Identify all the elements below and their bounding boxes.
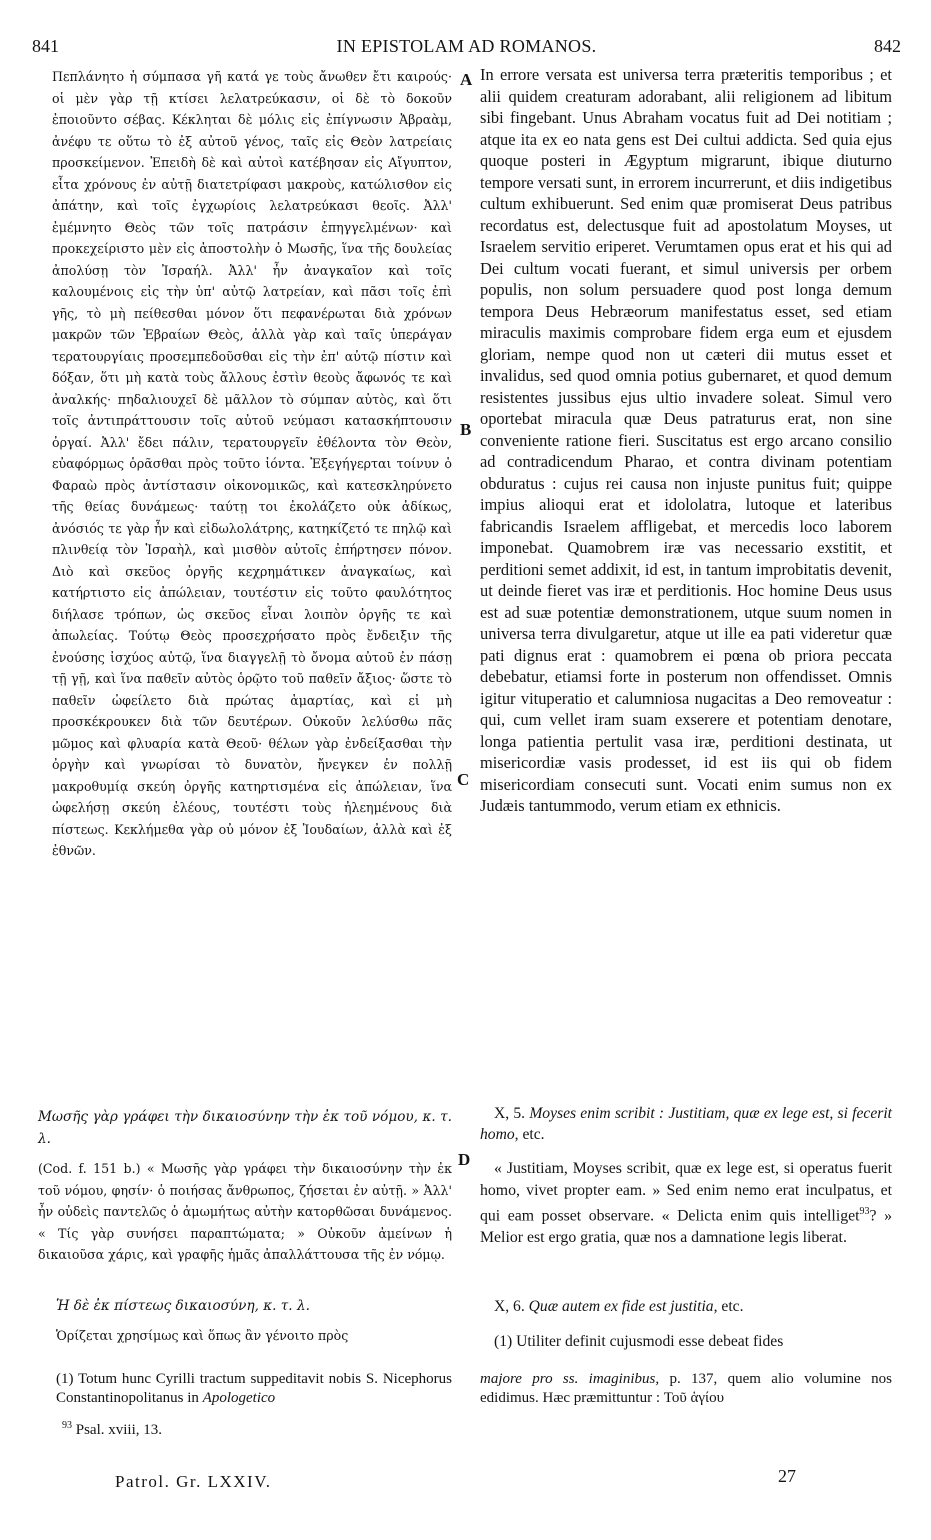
footnote-ref-93: 93 (859, 1206, 870, 1217)
footnote-93-mark: 93 (62, 1420, 72, 1431)
greek-lemma-2: Ἡ δὲ ἐκ πίστεως δικαιοσύνη, κ. τ. λ. (56, 1298, 310, 1314)
section-marker-d: D (458, 1150, 471, 1169)
footnote-right-text: p. 137, quem alio volumine nos edidimus. Hæc præmittuntur : Τοῦ ἁγίου (480, 1371, 892, 1406)
latin-lemma-1-text: Moyses enim scribit : Justitiam, quæ ex lege est, si fecerit homo, (480, 1105, 892, 1143)
latin-lemma-2-etc: etc. (721, 1298, 744, 1315)
footnote-left-text: (1) Totum hunc Cyrilli tractum suppeditavit nobis S. Nicephorus Constantinopolitanus in (56, 1371, 452, 1406)
greek-lemma-1-block (38, 1106, 452, 1150)
section-marker-b: B (460, 420, 472, 439)
greek-main-text: Πεπλάνητο ἡ σύμπασα γῆ κατά γε τοὺς ἄνωθεν ἔτι καιρούς· οἱ μὲν γὰρ τῇ κτίσει λελατρεύκασιν, οἱ δὲ τὸ δοκοῦν ἐποιοῦντο σέβας. Κέκληται δὲ μόλις εἰς ἐπίγνωσιν Ἀβραὰμ, ἀνέφυ τε οὕτω τὸ ἐξ αὐτοῦ γένος, ταῖς εἰς Θεὸν λατρείαις προσκείμενον. Ἐπειδὴ δὲ καὶ αὐτοὶ κατέβησαν εἰς Αἴγυπτον, εἶτα χρόνους ἐν αὐτῇ διατετρίφασι μακροὺς, κατώλισθον εἰς ἀπάτην, καὶ τοῖς ἐγχωρίοις λελατρεύκασι θεοῖς. Ἀλλ' ἐμέμνητο Θεὸς τῶν τοῖς πατράσιν ἐπηγγελμένων· καὶ προκεχείριστο μὲν εἰς ἀποστολὴν ὁ Μωσῆς, ἵνα τῆς δουλείας ἀπολύσῃ τὸν Ἰσραήλ. Ἀλλ' ἦν ἀναγκαῖον καὶ τοῖς καλουμένοις εἰς τὴν ὑπ' αὐτῷ λατρείαν, καὶ πᾶσι τοῖς ἐπὶ γῆς, τὸ μὴ πείθεσθαι μόνον ὅτι πεφανέρωται διὰ χρόνων μακρῶν τῶν Ἑβραίων Θεὸς, ἀλλὰ γὰρ καὶ ταῖς ὑπεράγαν τερατουργίαις προσεμπεδοῦσθαι εἰς τὴν ἐπ' αὐτῷ πίστιν καὶ δόξαν, ὅτι μὴ κατὰ τοὺς ἄλλους ἐστὶν θεοὺς ἄφωνός τε καὶ ἀναλκής· πηδαλιουχεῖ δὲ μᾶλλον τὸ σύμπαν αὐτὸς, καὶ ὅτι τοῖς ἀντιπράττουσιν τοῖς αὐτοῦ νεύμασι κατασκήπτουσιν ὀργαί. Ἀλλ' ἔδει πάλιν, τερατουργεῖν ἐθέλοντα τὸν Θεὸν, εὐαφόρμως ὁρᾶσθαι πρὸς τοῦτο ἰόντα. Ἐξεγήγερται τοίνυν ὁ Φαραὼ πρὸς ἀντίστασιν οἰκονομικῶς, καὶ κατεσκληρύνετο τῆς θείας δυνάμεως· ταύτῃ τοι ἐκολάζετο οὐκ ἀδίκως, ἀνόσιός τε γὰρ ἦν καὶ εἰδωλολάτρης, κατηκίζετό τε πηλῷ καὶ πλινθείᾳ τὸν Ἰσραὴλ, καὶ μισθὸν αὐτοῖς ἐπήρτησεν πόνον. Διὸ καὶ σκεῦος ὀργῆς κεχρημάτικεν ἀναγκαίως, καὶ κατήρτιστο εἰς ἀπώλειαν, τουτέστιν εἰς τοῦτο φαυλότητος διήλασε τρόπων, ὡς σκεῦος εἶναι λοιπὸν ὀργῆς τε καὶ ἀπωλείας. Τούτῳ Θεὸς προσεχρήσατο πρὸς ἔνδειξιν τῆς ἐνούσης ἰσχύος αὐτῷ, ἵνα διαγγελῇ τὸ ὄνομα αὐτοῦ ἐν πάσῃ τῇ γῇ, καὶ ἵνα παθεῖν αὐτὸς ὁρῷτο τοῦ παθεῖν ἄξιος· ὥστε τὸ παθεῖν ὠφείλετο διὰ πρώτας ἁμαρτίας, καὶ εἰ μὴ προσκέκρουκεν διὰ τῶν δευτέρων. Οὐκοῦν λελύσθω πᾶς μῶμος καὶ φλυαρία κατὰ Θεοῦ· θέλων γὰρ ἐνδείξασθαι τὴν ὀργὴν καὶ γνωρίσαι τὸ δυνατὸν, ἤνεγκεν ἐν πολλῇ μακροθυμίᾳ σκεύη ὀργῆς κατηρτισμένα εἰς ἀπώλειαν, ἵνα ὠφελήσῃ σκεύη ἐλέους, τουτέστι τοὺς ἠλεημένους διὰ πίστεως. Κεκλήμεθα γὰρ οὐ μόνον ἐξ Ἰουδαίων, ἀλλὰ καὶ ἐξ ἐθνῶν. (52, 69, 452, 858)
greek-lemma-1: Μωσῆς γὰρ γράφει τὴν δικαιοσύνην τὴν ἐκ τοῦ νόμου, κ. τ. λ. (38, 1109, 452, 1147)
greek-column (52, 66, 452, 862)
running-header (32, 36, 901, 60)
latin-lemma-2-ref: X, 6. (494, 1298, 525, 1315)
footnote-right (480, 1370, 892, 1408)
section-marker-c: C (457, 770, 470, 789)
page-number-right: 842 (874, 36, 901, 56)
latin-lemma-2-block (480, 1298, 892, 1316)
series-footer: Patrol. Gr. LXXIV. (115, 1472, 272, 1491)
page-number-left: 841 (32, 36, 59, 56)
latin-column (480, 64, 892, 817)
greek-lemma-2-block (56, 1298, 452, 1314)
greek-paragraph-3: Ὁρίζεται χρησίμως καὶ ὅπως ἂν γένοιτο πρὸς (56, 1328, 349, 1343)
greek-paragraph-3-block (56, 1328, 452, 1343)
latin-lemma-1-etc: etc. (522, 1126, 545, 1143)
latin-main-text: In errore versata est universa terra præteritis temporibus ; et alii quidem creaturam adorabant, alii religionem ad libitum sibi fingebant. Unus Abraham vocatus fuit ad Dei notitiam ; atque ita ex eo nata gens est Dei cultui addicta. Sed quia ejus quoque posteri in Ægyptum migrarunt, ibique diuturno tempore versati sunt, in errorem incurrerunt, et diis indigetibus cultum exhibuerunt. Sed enim quæ promiserat Deus patribus recordatus est, delectusque fuit ad apostolatum Moyses, ut Israelem servitio eriperet. Verumtamen opus erat et his qui ad Dei cultum vocati fuerant, et simul universis per orbem populis, non solum persuadere quod post longa demum tempora Deus Hebræorum manifestatus esset, sed etiam miraculis maximis comprobare fidem erga eum et ejusdem gloriam, nempe quod non ut cæteri dii mutus esset et invalidus, sed quod omnia potius gubernaret, et quod demum resistentes jussibus ejus ultio invadere soleat. Simul vero oportebat miracula quæ Deus patraturus erat, non sine conveniente ratione fieri. Suscitatus est ergo arcano consilio ad contradicendum Pharao, et contra divinam potentiam obduratus : cujus rei causa non injuste punitus fuit; quippe impius alioqui erat et idololatra, lutoque et lateribus fabricandis Israelem affligebat, et mercedis loco laborem imponebat. Quamobrem iræ vas necessario exstitit, et perditioni semet addixit, id est, in tantum improbitatis devenit, ut deinde fieret vas iræ et perditionis. Hoc homine Deus usus est ad suæ potentiæ demonstrationem, utque suum nomen in universa terra divulgaretur, atque ut ille ea pati videretur quæ pati dignus erat : quamobrem ei pœna ob priora peccata debebatur, etiamsi forte in posterum non offendisset. Omnis igitur vituperatio et calumniosa nugacitas a Deo removeatur : qui, cum vellet iram suam exserere et potentiam denotare, longa patientia pertulit vasa iræ, perditioni destinata, ut misericordiæ vasis prodesset, id est iis qui ob fidem misericordiam consecuti sunt. Vocati enim sumus non ex Judæis tantummodo, verum etiam ex ethnicis. (480, 65, 892, 815)
section-marker-a: A (460, 70, 473, 89)
latin-note-start: (1) Utiliter definit cujusmodi esse debeat fides (494, 1333, 784, 1350)
latin-note-block (480, 1333, 892, 1351)
footnote-left-italic: Apologetico (202, 1390, 276, 1406)
signature-number: 27 (778, 1466, 796, 1486)
footnote-right-italic: majore pro ss. imaginibus, (480, 1371, 660, 1387)
latin-paragraph-2b: ? » Melior est ergo gratia, quæ nos a damnatione legis liberat. (480, 1207, 892, 1246)
latin-lemma-1-block (480, 1103, 892, 1145)
latin-lemma-1-ref: X, 5. (494, 1105, 526, 1122)
running-title: IN EPISTOLAM AD ROMANOS. (336, 36, 597, 56)
greek-paragraph-2-block (38, 1158, 452, 1266)
latin-paragraph-2-block (480, 1158, 892, 1248)
greek-paragraph-2: (Cod. f. 151 b.) « Μωσῆς γὰρ γράφει τὴν δικαιοσύνην τὴν ἐκ τοῦ νόμου, φησίν· ὁ ποιήσας ἄνθρωπος, ζήσεται ἐν αὐτῇ. » Ἀλλ' ἦν οὐδεὶς παντελῶς ὁ ἀμωμήτως αὐτὴν κατορθῶσαι δυνάμενος. « Τίς γὰρ συνήσει παραπτώματα; » Οὐκοῦν ἀμείνων ἡ δικαιοῦσα χάρις, καὶ γραφῆς ἡμᾶς ἀπαλλάττουσα τῆς ἐν νόμῳ. (38, 1161, 452, 1262)
footnote-left (56, 1370, 452, 1408)
footnote-93-text: Psal. xviii, 13. (75, 1422, 163, 1438)
footnote-93 (62, 1420, 162, 1439)
latin-lemma-2-text: Quæ autem ex fide est justitia, (528, 1298, 718, 1315)
latin-paragraph-2a: « Justitiam, Moyses scribit, quæ ex lege est, si operatus fuerit homo, vivet propter eam. » Sed enim nemo erat inculpatus, et qui eam posset observare. « Delicta enim quis intelliget (480, 1160, 892, 1225)
